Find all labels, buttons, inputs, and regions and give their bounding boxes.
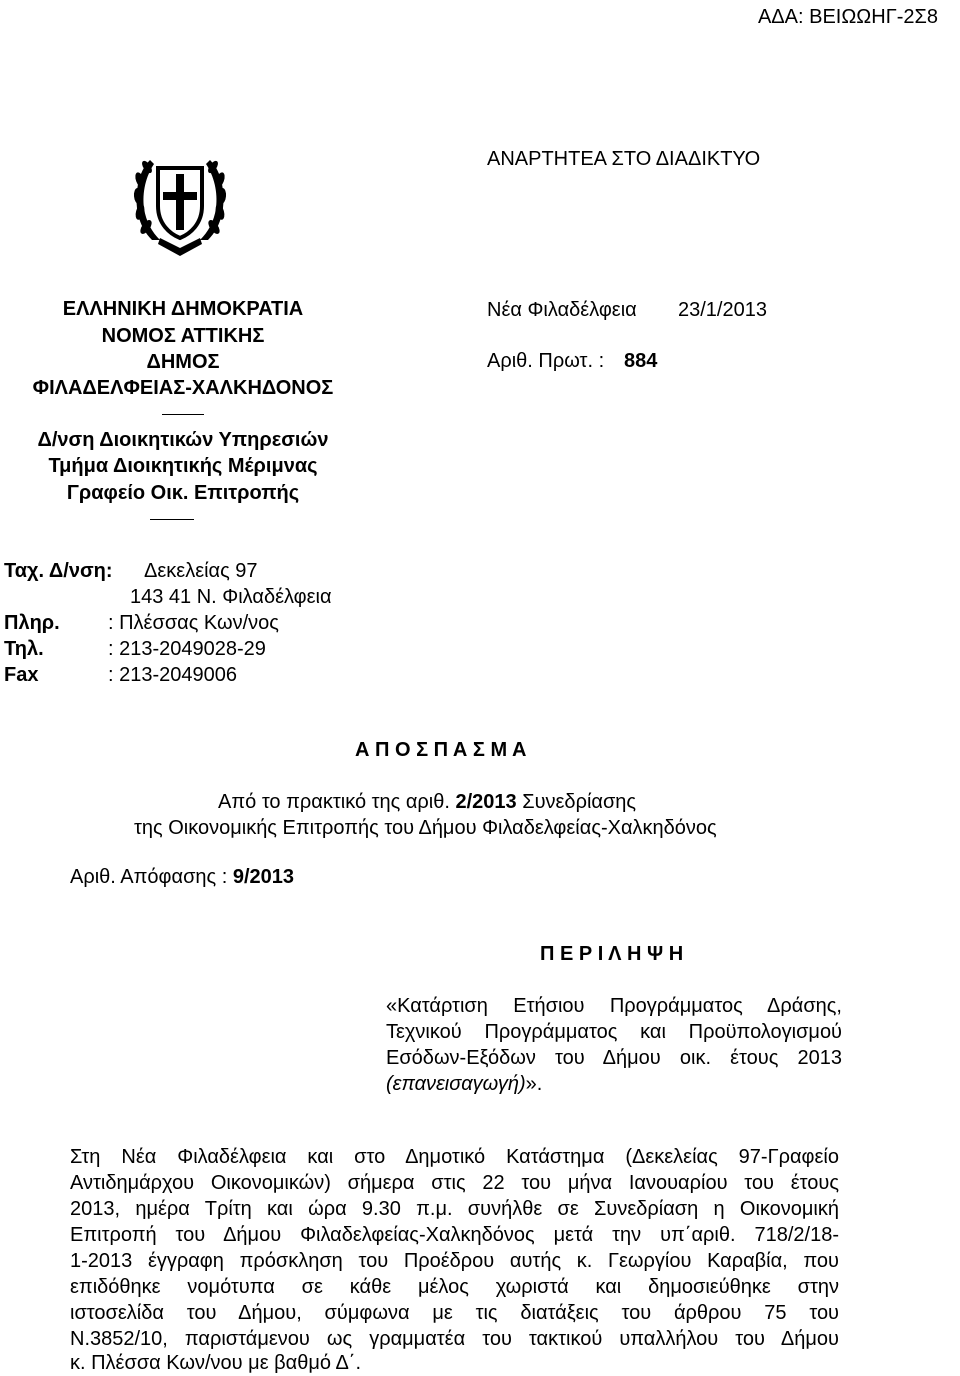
phone-label: Τηλ.: [4, 638, 44, 660]
body-line-7: ιστοσελίδα του Δήμου, σύμφωνα με τις διατάξεις του άρθρου 75 του: [70, 1302, 839, 1324]
decision-label: Αριθ. Απόφασης :: [70, 866, 228, 888]
address-city: 143 41 Ν. Φιλαδέλφεια: [130, 586, 332, 608]
session-number: 2/2013: [455, 791, 517, 813]
issuer-department: Τμήμα Διοικητικής Μέριμνας: [48, 455, 318, 477]
summary-line-1: «Κατάρτιση Ετήσιου Προγράμματος Δράσης,: [386, 995, 842, 1017]
separator-line: [162, 414, 204, 415]
body-line-2: Αντιδημάρχου Οικονομικών) σήμερα στις 22 του μήνα Ιανουαρίου του έτους: [70, 1172, 839, 1194]
address-street: Δεκελείας 97: [144, 560, 258, 582]
extract-line-1-suffix: Συνεδρίασης: [522, 791, 637, 813]
decision-number: 9/2013: [232, 866, 295, 888]
phone-value: : 213-2049028-29: [108, 638, 266, 660]
body-line-3: 2013, ημέρα Τρίτη και ώρα 9.30 π.μ. συνήλθε σε Συνεδρίαση η Οικονομική: [70, 1198, 839, 1220]
extract-line-1-prefix: Από το πρακτικό της αριθ.: [218, 791, 450, 813]
summary-close-quote: ».: [525, 1073, 543, 1095]
document-date: 23/1/2013: [678, 299, 767, 321]
summary-title: Π Ε Ρ Ι Λ Η Ψ Η: [540, 943, 684, 965]
contact-value: : Πλέσσας Κων/νος: [108, 612, 279, 634]
body-line-5: 1-2013 έγγραφη πρόσκληση του Προέδρου αυτής κ. Γεωργίου Καραβία, που: [70, 1250, 839, 1272]
body-line-4: Επιτροπή του Δήμου Φιλαδελφείας-Χαλκηδόνος μετά την υπ΄αριθ. 718/2/18-: [70, 1224, 839, 1246]
body-line-8: Ν.3852/10, παριστάμενου ως γραμματέα του τακτικού υπαλλήλου του Δήμου: [70, 1328, 839, 1350]
issuer-prefecture: ΝΟΜΟΣ ΑΤΤΙΚΗΣ: [101, 325, 265, 347]
extract-line-1: [218, 789, 636, 815]
ada-code: ΑΔΑ: ΒΕΙΩΩΗΓ-2Σ8: [757, 6, 938, 28]
body-line-6: επιδόθηκε νομότυπα σε κάθε μέλος χωριστά και δημοσιεύθηκε στην: [70, 1276, 839, 1298]
summary-reintroduction: (επανεισαγωγή): [386, 1073, 526, 1095]
address-label: Ταχ. Δ/νση:: [4, 560, 113, 582]
summary-line-4: [386, 1071, 542, 1097]
protocol-label: Αριθ. Πρωτ. :: [487, 350, 605, 372]
summary-line-3: Εσόδων-Εξόδων του Δήμου οικ. έτους 2013: [386, 1047, 842, 1069]
summary-line-2: Τεχνικού Προγράμματος και Προϋπολογισμού: [386, 1021, 842, 1043]
protocol-number: 884: [624, 350, 658, 372]
publish-notice: ΑΝΑΡΤΗΤΕΑ ΣΤΟ ΔΙΑΔΙΚΤΥΟ: [487, 148, 761, 170]
decision-line: [70, 864, 294, 890]
fax-value: : 213-2049006: [108, 664, 238, 686]
issuer-republic: ΕΛΛΗΝΙΚΗ ΔΗΜΟΚΡΑΤΙΑ: [62, 298, 304, 320]
issuer-office: Γραφείο Οικ. Επιτροπής: [66, 482, 300, 504]
extract-line-2: της Οικονομικής Επιτροπής του Δήμου Φιλαδελφείας-Χαλκηδόνος: [134, 817, 717, 839]
greek-coat-of-arms-icon: [130, 140, 230, 258]
document-place: Νέα Φιλαδέλφεια: [487, 299, 637, 321]
extract-title: Α Π Ο Σ Π Α Σ Μ Α: [355, 739, 527, 761]
separator-line: [150, 519, 194, 520]
contact-label: Πληρ.: [4, 612, 60, 634]
fax-label: Fax: [4, 664, 39, 686]
body-line-1: Στη Νέα Φιλαδέλφεια και στο Δημοτικό Κατάστημα (Δεκελείας 97-Γραφείο: [70, 1146, 839, 1168]
issuer-municipality-label: ΔΗΜΟΣ: [146, 351, 220, 373]
issuer-municipality-name: ΦΙΛΑΔΕΛΦΕΙΑΣ-ΧΑΛΚΗΔΟΝΟΣ: [32, 377, 334, 399]
body-last-line: κ. Πλέσσα Κων/νου με βαθμό Δ΄.: [70, 1352, 362, 1374]
issuer-directorate: Δ/νση Διοικητικών Υπηρεσιών: [37, 429, 329, 451]
